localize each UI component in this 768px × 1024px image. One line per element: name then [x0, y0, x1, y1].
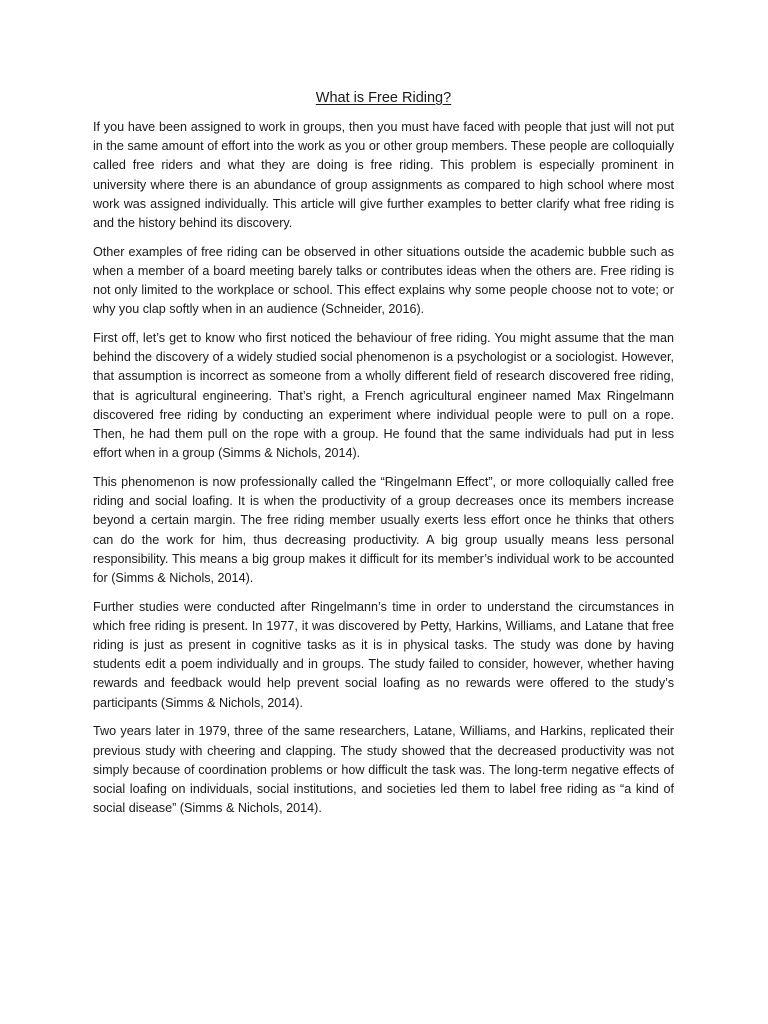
document-page — [93, 88, 674, 828]
page-title: What is Free Riding? — [315, 90, 452, 106]
paragraph-3: First off, let’s get to know who first noticed the behaviour of free riding. You might assume that the man behind the discovery of a widely studied social phenomenon is a psychologist or a sociologist. However, that assumption is incorrect as someone from a wholly different field of research discovered free riding, that is agricultural engineering. That’s right, a French agricultural engineer named Max Ringelmann discovered free riding by conducting an experiment where individual people were to pull on a rope. Then, he had them pull on the rope with a group. He found that the same individuals had put in less effort when in a group (Simms & Nichols, 2014). — [93, 331, 674, 461]
paragraph-4: This phenomenon is now professionally called the “Ringelmann Effect”, or more colloquially called free riding and social loafing. It is when the productivity of a group decreases once its members increase beyond a certain margin. The free riding member usually exerts less effort once he thinks that others can do the work for him, thus decreasing productivity. A big group usually means less personal responsibility. This means a big group makes it difficult for its member’s individual work to be accounted for (Simms & Nichols, 2014). — [93, 474, 674, 585]
paragraph-6: Two years later in 1979, three of the same researchers, Latane, Williams, and Harkins, replicated their previous study with cheering and clapping. The study showed that the decreased productivity was not simply because of coordination problems or how difficult the task was. The long-term negative effects of social loafing on individuals, social institutions, and societies led them to label free riding as “a kind of social disease” (Simms & Nichols, 2014). — [93, 724, 674, 816]
paragraph-2: Other examples of free riding can be observed in other situations outside the academic bubble such as when a member of a board meeting barely talks or contributes ideas when the others are. Free riding is not only limited to the workplace or school. This effect explains why some people choose not to vote; or why you clap softly when in an audience (Schneider, 2016). — [93, 244, 674, 317]
paragraph-5: Further studies were conducted after Ringelmann’s time in order to understand the circumstances in which free riding is present. In 1977, it was discovered by Petty, Harkins, Williams, and Latane that free riding is just as present in cognitive tasks as it is in physical tasks. The study was done by having students edit a poem individually and in groups. The study failed to consider, however, whether having rewards and feedback would help prevent social loafing as no rewards were offered to the study’s participants (Simms & Nichols, 2014). — [93, 599, 674, 710]
paragraph-1: If you have been assigned to work in groups, then you must have faced with people that just will not put in the same amount of effort into the work as you or other group members. These people are colloquially called free riders and what they are doing is free riding. This problem is especially prominent in university where there is an abundance of group assignments as compared to high school where most work was assigned individually. This article will give further examples to better clarify what free riding is and the history behind its discovery. — [93, 120, 674, 231]
